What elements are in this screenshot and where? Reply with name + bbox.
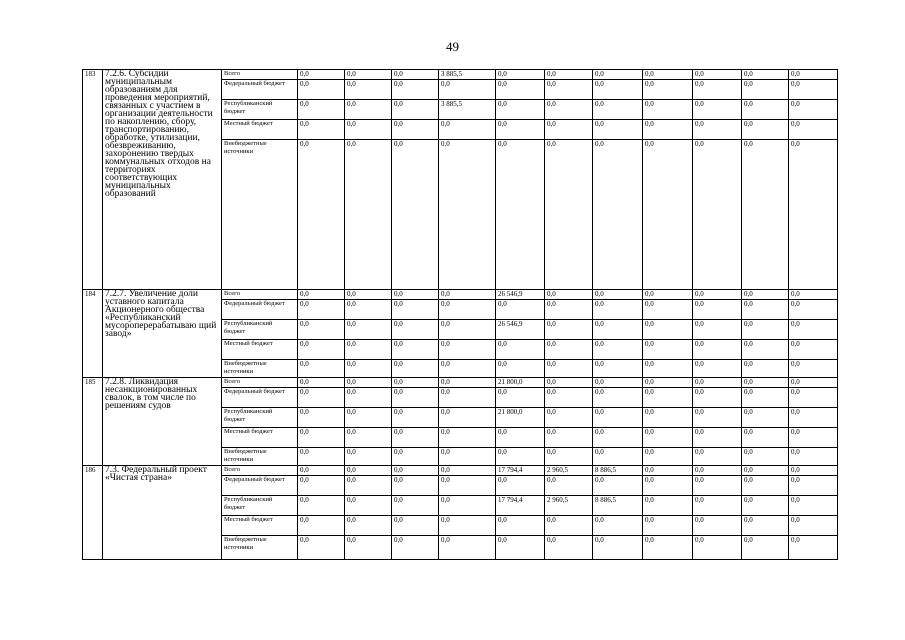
amount-cell: 0,0 bbox=[742, 70, 789, 80]
amount-cell: 17 794,4 bbox=[496, 466, 545, 476]
amount-cell: 0,0 bbox=[593, 340, 643, 360]
amount-cell: 0,0 bbox=[345, 80, 392, 100]
amount-cell: 0,0 bbox=[742, 536, 789, 560]
amount-cell: 0,0 bbox=[298, 320, 345, 340]
amount-cell: 0,0 bbox=[789, 466, 838, 476]
amount-cell: 0,0 bbox=[693, 496, 742, 516]
amount-cell: 0,0 bbox=[742, 516, 789, 536]
amount-cell: 0,0 bbox=[643, 320, 693, 340]
funding-source: Внебюджетные источники bbox=[222, 360, 298, 378]
amount-cell: 0,0 bbox=[789, 516, 838, 536]
amount-cell: 0,0 bbox=[693, 340, 742, 360]
amount-cell: 0,0 bbox=[496, 300, 545, 320]
funding-source: Федеральный бюджет bbox=[222, 80, 298, 100]
amount-cell: 0,0 bbox=[345, 476, 392, 496]
amount-cell: 0,0 bbox=[496, 140, 545, 290]
amount-cell: 0,0 bbox=[742, 80, 789, 100]
amount-cell: 0,0 bbox=[789, 360, 838, 378]
row-number: 184 bbox=[83, 290, 103, 378]
amount-cell: 0,0 bbox=[545, 290, 593, 300]
row-number: 186 bbox=[83, 466, 103, 560]
amount-cell: 0,0 bbox=[345, 516, 392, 536]
amount-cell: 0,0 bbox=[545, 428, 593, 448]
amount-cell: 0,0 bbox=[298, 408, 345, 428]
amount-cell: 0,0 bbox=[693, 70, 742, 80]
funding-source: Всего bbox=[222, 378, 298, 388]
amount-cell: 0,0 bbox=[742, 476, 789, 496]
amount-cell: 0,0 bbox=[789, 378, 838, 388]
funding-source: Федеральный бюджет bbox=[222, 476, 298, 496]
amount-cell: 0,0 bbox=[693, 466, 742, 476]
amount-cell: 0,0 bbox=[298, 378, 345, 388]
amount-cell: 0,0 bbox=[345, 378, 392, 388]
amount-cell: 0,0 bbox=[593, 80, 643, 100]
amount-cell: 0,0 bbox=[643, 536, 693, 560]
amount-cell: 0,0 bbox=[345, 536, 392, 560]
amount-cell: 0,0 bbox=[789, 100, 838, 120]
amount-cell: 0,0 bbox=[439, 140, 496, 290]
amount-cell: 0,0 bbox=[693, 378, 742, 388]
amount-cell: 0,0 bbox=[392, 300, 439, 320]
amount-cell: 0,0 bbox=[298, 70, 345, 80]
amount-cell: 0,0 bbox=[439, 448, 496, 466]
amount-cell: 0,0 bbox=[789, 320, 838, 340]
amount-cell: 0,0 bbox=[789, 300, 838, 320]
amount-cell: 0,0 bbox=[742, 320, 789, 340]
amount-cell: 0,0 bbox=[693, 388, 742, 408]
amount-cell: 0,0 bbox=[439, 466, 496, 476]
amount-cell: 0,0 bbox=[496, 428, 545, 448]
funding-source: Внебюджетные источники bbox=[222, 536, 298, 560]
amount-cell: 0,0 bbox=[439, 290, 496, 300]
amount-cell: 0,0 bbox=[439, 120, 496, 140]
amount-cell: 0,0 bbox=[392, 120, 439, 140]
amount-cell: 0,0 bbox=[643, 70, 693, 80]
amount-cell: 0,0 bbox=[496, 70, 545, 80]
amount-cell: 0,0 bbox=[643, 496, 693, 516]
amount-cell: 0,0 bbox=[545, 408, 593, 428]
funding-source: Федеральный бюджет bbox=[222, 388, 298, 408]
amount-cell: 0,0 bbox=[345, 466, 392, 476]
amount-cell: 0,0 bbox=[593, 120, 643, 140]
amount-cell: 0,0 bbox=[298, 290, 345, 300]
amount-cell: 0,0 bbox=[643, 388, 693, 408]
amount-cell: 0,0 bbox=[545, 100, 593, 120]
amount-cell: 0,0 bbox=[345, 428, 392, 448]
amount-cell: 0,0 bbox=[593, 70, 643, 80]
amount-cell: 0,0 bbox=[789, 120, 838, 140]
amount-cell: 0,0 bbox=[693, 320, 742, 340]
amount-cell: 0,0 bbox=[643, 408, 693, 428]
amount-cell: 0,0 bbox=[742, 340, 789, 360]
amount-cell: 0,0 bbox=[742, 378, 789, 388]
amount-cell: 0,0 bbox=[643, 120, 693, 140]
amount-cell: 0,0 bbox=[643, 448, 693, 466]
amount-cell: 0,0 bbox=[693, 80, 742, 100]
amount-cell: 0,0 bbox=[392, 320, 439, 340]
amount-cell: 0,0 bbox=[392, 448, 439, 466]
amount-cell: 0,0 bbox=[593, 516, 643, 536]
amount-cell: 0,0 bbox=[643, 340, 693, 360]
amount-cell: 0,0 bbox=[643, 290, 693, 300]
amount-cell: 0,0 bbox=[345, 360, 392, 378]
amount-cell: 0,0 bbox=[742, 140, 789, 290]
amount-cell: 0,0 bbox=[545, 448, 593, 466]
amount-cell: 0,0 bbox=[643, 516, 693, 536]
amount-cell: 0,0 bbox=[392, 496, 439, 516]
funding-source: Республиканский бюджет bbox=[222, 496, 298, 516]
amount-cell: 0,0 bbox=[545, 516, 593, 536]
amount-cell: 0,0 bbox=[643, 80, 693, 100]
amount-cell: 0,0 bbox=[693, 300, 742, 320]
amount-cell: 0,0 bbox=[545, 476, 593, 496]
table-row bbox=[83, 70, 838, 80]
funding-source: Федеральный бюджет bbox=[222, 300, 298, 320]
amount-cell: 0,0 bbox=[298, 360, 345, 378]
amount-cell: 0,0 bbox=[298, 80, 345, 100]
amount-cell: 0,0 bbox=[643, 100, 693, 120]
amount-cell: 0,0 bbox=[545, 80, 593, 100]
amount-cell: 0,0 bbox=[693, 140, 742, 290]
amount-cell: 0,0 bbox=[593, 408, 643, 428]
amount-cell: 2 960,5 bbox=[545, 496, 593, 516]
amount-cell: 0,0 bbox=[345, 388, 392, 408]
amount-cell: 0,0 bbox=[593, 378, 643, 388]
amount-cell: 0,0 bbox=[789, 476, 838, 496]
amount-cell: 0,0 bbox=[593, 428, 643, 448]
amount-cell: 0,0 bbox=[789, 140, 838, 290]
amount-cell: 0,0 bbox=[693, 428, 742, 448]
amount-cell: 0,0 bbox=[789, 388, 838, 408]
amount-cell: 0,0 bbox=[345, 340, 392, 360]
measure-name: 7.2.8. Ликвидация несанкционированных свалок, в том числе по решениям судов bbox=[103, 378, 222, 466]
amount-cell: 2 960,5 bbox=[545, 466, 593, 476]
amount-cell: 26 546,9 bbox=[496, 290, 545, 300]
amount-cell: 0,0 bbox=[392, 140, 439, 290]
amount-cell: 0,0 bbox=[392, 100, 439, 120]
amount-cell: 0,0 bbox=[789, 80, 838, 100]
funding-source: Республиканский бюджет bbox=[222, 408, 298, 428]
amount-cell: 0,0 bbox=[593, 536, 643, 560]
funding-source: Местный бюджет bbox=[222, 516, 298, 536]
amount-cell: 0,0 bbox=[593, 290, 643, 300]
amount-cell: 0,0 bbox=[643, 360, 693, 378]
amount-cell: 0,0 bbox=[545, 360, 593, 378]
amount-cell: 0,0 bbox=[789, 536, 838, 560]
amount-cell: 0,0 bbox=[496, 120, 545, 140]
funding-source: Всего bbox=[222, 290, 298, 300]
amount-cell: 0,0 bbox=[298, 300, 345, 320]
amount-cell: 8 886,5 bbox=[593, 466, 643, 476]
amount-cell: 0,0 bbox=[392, 378, 439, 388]
amount-cell: 0,0 bbox=[439, 496, 496, 516]
amount-cell: 0,0 bbox=[693, 100, 742, 120]
amount-cell: 0,0 bbox=[742, 388, 789, 408]
amount-cell: 0,0 bbox=[693, 516, 742, 536]
amount-cell: 0,0 bbox=[693, 408, 742, 428]
amount-cell: 0,0 bbox=[392, 476, 439, 496]
funding-source: Местный бюджет bbox=[222, 120, 298, 140]
amount-cell: 0,0 bbox=[345, 320, 392, 340]
amount-cell: 0,0 bbox=[693, 290, 742, 300]
page-number: 49 bbox=[446, 39, 459, 54]
amount-cell: 0,0 bbox=[643, 300, 693, 320]
amount-cell: 0,0 bbox=[439, 378, 496, 388]
table-row bbox=[83, 290, 838, 300]
amount-cell: 0,0 bbox=[742, 290, 789, 300]
amount-cell: 0,0 bbox=[593, 448, 643, 466]
funding-source: Местный бюджет bbox=[222, 428, 298, 448]
amount-cell: 0,0 bbox=[693, 360, 742, 378]
amount-cell: 0,0 bbox=[545, 340, 593, 360]
funding-source: Внебюджетные источники bbox=[222, 448, 298, 466]
amount-cell: 0,0 bbox=[593, 140, 643, 290]
amount-cell: 0,0 bbox=[593, 100, 643, 120]
amount-cell: 0,0 bbox=[742, 428, 789, 448]
amount-cell: 0,0 bbox=[392, 360, 439, 378]
amount-cell: 0,0 bbox=[439, 428, 496, 448]
amount-cell: 0,0 bbox=[345, 300, 392, 320]
amount-cell: 0,0 bbox=[742, 300, 789, 320]
amount-cell: 0,0 bbox=[742, 100, 789, 120]
amount-cell: 0,0 bbox=[545, 388, 593, 408]
amount-cell: 0,0 bbox=[439, 388, 496, 408]
amount-cell: 0,0 bbox=[496, 516, 545, 536]
amount-cell: 0,0 bbox=[345, 408, 392, 428]
amount-cell: 0,0 bbox=[643, 378, 693, 388]
amount-cell: 0,0 bbox=[742, 496, 789, 516]
amount-cell: 0,0 bbox=[693, 120, 742, 140]
amount-cell: 0,0 bbox=[392, 516, 439, 536]
amount-cell: 0,0 bbox=[298, 476, 345, 496]
amount-cell: 0,0 bbox=[392, 408, 439, 428]
amount-cell: 0,0 bbox=[545, 300, 593, 320]
amount-cell: 0,0 bbox=[345, 100, 392, 120]
amount-cell: 0,0 bbox=[789, 70, 838, 80]
amount-cell: 0,0 bbox=[545, 70, 593, 80]
amount-cell: 0,0 bbox=[693, 536, 742, 560]
amount-cell: 0,0 bbox=[742, 466, 789, 476]
amount-cell: 0,0 bbox=[439, 360, 496, 378]
amount-cell: 0,0 bbox=[392, 466, 439, 476]
amount-cell: 0,0 bbox=[298, 100, 345, 120]
amount-cell: 0,0 bbox=[742, 120, 789, 140]
funding-source: Местный бюджет bbox=[222, 340, 298, 360]
amount-cell: 0,0 bbox=[392, 388, 439, 408]
amount-cell: 21 800,0 bbox=[496, 408, 545, 428]
amount-cell: 0,0 bbox=[496, 388, 545, 408]
amount-cell: 3 885,5 bbox=[439, 70, 496, 80]
amount-cell: 0,0 bbox=[643, 428, 693, 448]
amount-cell: 0,0 bbox=[789, 290, 838, 300]
amount-cell: 17 794,4 bbox=[496, 496, 545, 516]
amount-cell: 0,0 bbox=[496, 360, 545, 378]
amount-cell: 0,0 bbox=[392, 290, 439, 300]
funding-source: Республиканский бюджет bbox=[222, 320, 298, 340]
amount-cell: 0,0 bbox=[392, 80, 439, 100]
amount-cell: 0,0 bbox=[789, 448, 838, 466]
amount-cell: 0,0 bbox=[298, 120, 345, 140]
amount-cell: 0,0 bbox=[545, 536, 593, 560]
amount-cell: 0,0 bbox=[298, 388, 345, 408]
amount-cell: 0,0 bbox=[496, 536, 545, 560]
funding-source: Всего bbox=[222, 70, 298, 80]
amount-cell: 0,0 bbox=[789, 428, 838, 448]
amount-cell: 0,0 bbox=[545, 378, 593, 388]
funding-source: Внебюджетные источники bbox=[222, 140, 298, 290]
amount-cell: 3 885,5 bbox=[439, 100, 496, 120]
amount-cell: 0,0 bbox=[496, 80, 545, 100]
amount-cell: 0,0 bbox=[643, 476, 693, 496]
amount-cell: 0,0 bbox=[439, 476, 496, 496]
amount-cell: 0,0 bbox=[789, 408, 838, 428]
amount-cell: 0,0 bbox=[593, 320, 643, 340]
amount-cell: 0,0 bbox=[643, 140, 693, 290]
amount-cell: 0,0 bbox=[298, 140, 345, 290]
table-row bbox=[83, 378, 838, 388]
amount-cell: 0,0 bbox=[545, 320, 593, 340]
amount-cell: 0,0 bbox=[545, 140, 593, 290]
amount-cell: 21 800,0 bbox=[496, 378, 545, 388]
amount-cell: 0,0 bbox=[392, 70, 439, 80]
amount-cell: 0,0 bbox=[439, 320, 496, 340]
amount-cell: 0,0 bbox=[742, 360, 789, 378]
amount-cell: 0,0 bbox=[439, 340, 496, 360]
amount-cell: 0,0 bbox=[789, 496, 838, 516]
amount-cell: 0,0 bbox=[298, 448, 345, 466]
funding-source: Республиканский бюджет bbox=[222, 100, 298, 120]
measure-name: 7.3. Федеральный проект «Чистая страна» bbox=[103, 466, 222, 560]
row-number: 183 bbox=[83, 70, 103, 290]
amount-cell: 0,0 bbox=[345, 70, 392, 80]
amount-cell: 0,0 bbox=[298, 516, 345, 536]
amount-cell: 0,0 bbox=[439, 80, 496, 100]
amount-cell: 0,0 bbox=[345, 140, 392, 290]
amount-cell: 0,0 bbox=[439, 516, 496, 536]
amount-cell: 0,0 bbox=[545, 120, 593, 140]
amount-cell: 0,0 bbox=[496, 476, 545, 496]
amount-cell: 0,0 bbox=[593, 360, 643, 378]
amount-cell: 0,0 bbox=[742, 408, 789, 428]
amount-cell: 0,0 bbox=[345, 496, 392, 516]
amount-cell: 0,0 bbox=[298, 428, 345, 448]
amount-cell: 0,0 bbox=[496, 340, 545, 360]
measure-name: 7.2.7. Увеличение доли уставного капитала Акционерного общества «Республиканский мусороперерабатываю щий завод» bbox=[103, 290, 222, 378]
amount-cell: 0,0 bbox=[345, 120, 392, 140]
amount-cell: 0,0 bbox=[789, 340, 838, 360]
amount-cell: 26 546,9 bbox=[496, 320, 545, 340]
amount-cell: 0,0 bbox=[392, 428, 439, 448]
funding-source: Всего bbox=[222, 466, 298, 476]
amount-cell: 0,0 bbox=[593, 300, 643, 320]
amount-cell: 0,0 bbox=[593, 476, 643, 496]
amount-cell: 0,0 bbox=[693, 476, 742, 496]
amount-cell: 0,0 bbox=[593, 388, 643, 408]
amount-cell: 0,0 bbox=[345, 290, 392, 300]
amount-cell: 0,0 bbox=[693, 448, 742, 466]
amount-cell: 0,0 bbox=[742, 448, 789, 466]
amount-cell: 0,0 bbox=[643, 466, 693, 476]
amount-cell: 0,0 bbox=[439, 536, 496, 560]
table-row bbox=[83, 466, 838, 476]
amount-cell: 0,0 bbox=[298, 496, 345, 516]
amount-cell: 0,0 bbox=[298, 536, 345, 560]
measure-name: 7.2.6. Субсидии муниципальным образованиям для проведения мероприятий, связанных с участием в организации деятельности по накоплению, сбору, транспортированию, обработке, утилизации, обезвреживанию, захоронению твердых коммунальных отходов на территориях соответствующих муниципальных образований bbox=[103, 70, 222, 290]
amount-cell: 0,0 bbox=[439, 408, 496, 428]
amount-cell: 0,0 bbox=[496, 100, 545, 120]
amount-cell: 0,0 bbox=[298, 466, 345, 476]
row-number: 185 bbox=[83, 378, 103, 466]
amount-cell: 0,0 bbox=[439, 300, 496, 320]
amount-cell: 0,0 bbox=[496, 448, 545, 466]
budget-table bbox=[82, 69, 838, 560]
amount-cell: 0,0 bbox=[392, 340, 439, 360]
amount-cell: 0,0 bbox=[298, 340, 345, 360]
amount-cell: 0,0 bbox=[392, 536, 439, 560]
amount-cell: 8 886,5 bbox=[593, 496, 643, 516]
amount-cell: 0,0 bbox=[345, 448, 392, 466]
